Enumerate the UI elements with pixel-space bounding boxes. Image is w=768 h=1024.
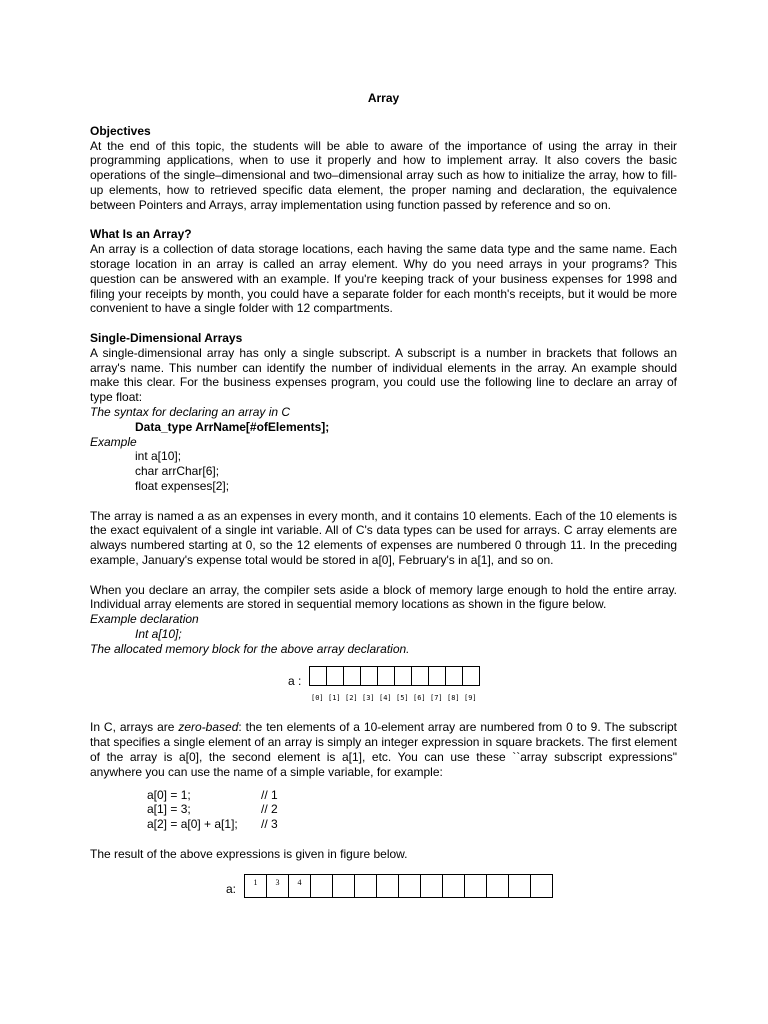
figure-array-label: a: <box>226 881 237 896</box>
objectives-paragraph: At the end of this topic, the students will be able to aware of the importance of using the array in their programming applications, when to use it properly and how to implement array. It also covers the basic operations of the single–dimensional and two–dimensional array such as how to initialize the array, how to fill-up elements, how to retrieved specific data element, the proper naming and declaration, the equivalence between Pointers and Arrays, array implementation using function passed by reference and so on. <box>90 138 677 212</box>
example-line: char arrChar[6]; <box>135 464 220 479</box>
array-index: [1] <box>328 694 341 703</box>
array-cell: 4 <box>289 874 311 898</box>
array-index: [4] <box>379 694 392 703</box>
syntax-label: The syntax for declaring an array in C <box>90 404 291 419</box>
array-cell <box>443 874 465 898</box>
array-cell: 3 <box>267 874 289 898</box>
result-label: The result of the above expressions is given in figure below. <box>90 846 408 861</box>
array-index: [6] <box>413 694 426 703</box>
array-cells <box>309 666 480 686</box>
array-cell <box>395 666 412 686</box>
example-declaration-label: Example declaration <box>90 612 199 627</box>
single-dimensional-paragraph: A single-dimensional array has only a single subscript. A subscript is a number in brackets that follows an array's name. This number can identify the number of individual elements in the array. An example should make this clear. For the business expenses program, you could use the following line to declare an array of type float: <box>90 345 677 405</box>
array-index-labels <box>311 691 481 706</box>
assignment-comment: // 1 <box>261 787 278 802</box>
array-cell <box>446 666 463 686</box>
example-declaration-code: Int a[10]; <box>135 626 182 641</box>
array-index: [7] <box>430 694 443 703</box>
what-is-array-paragraph: An array is a collection of data storage locations, each having the same data type and the same name. Each storage location in an array is called an array element. Why do you need arrays in your programs? This question can be answered with an example. If you're keeping track of your business expenses for 1998 and filing your receipts by month, you could have a separate folder for each month's receipts, but it would be more convenient to have a single folder with 12 compartments. <box>90 242 677 316</box>
array-cell <box>421 874 443 898</box>
example-line: int a[10]; <box>135 449 182 464</box>
array-cell <box>327 666 344 686</box>
array-cell <box>355 874 377 898</box>
zero-based-paragraph <box>90 720 677 779</box>
array-index: [0] <box>311 694 324 703</box>
assignment-row <box>147 817 677 832</box>
array-cell: 1 <box>245 874 267 898</box>
array-cell <box>463 666 480 686</box>
what-is-array-heading: What Is an Array? <box>90 227 192 242</box>
array-result-figure <box>90 874 677 904</box>
array-cell <box>509 874 531 898</box>
assignment-comment: // 3 <box>261 817 278 832</box>
assignment-row <box>147 788 677 803</box>
array-index: [8] <box>447 694 460 703</box>
array-cell <box>310 666 327 686</box>
array-result-cells <box>244 874 553 898</box>
assignment-examples <box>147 788 677 832</box>
single-dimensional-heading: Single-Dimensional Arrays <box>90 330 243 345</box>
zero-based-emphasis: zero-based <box>178 720 239 735</box>
array-cell <box>344 666 361 686</box>
objectives-heading: Objectives <box>90 123 151 138</box>
syntax-code: Data_type ArrName[#ofElements]; <box>135 419 330 434</box>
array-cell <box>531 874 553 898</box>
figure-array-label: a : <box>288 674 302 689</box>
zero-based-prefix: In C, arrays are <box>90 720 179 735</box>
document-page <box>90 91 677 904</box>
array-index: [3] <box>362 694 375 703</box>
assignment-row <box>147 802 677 817</box>
zero-based-suffix: : the ten elements of a 10-element array are numbered from 0 to 9. The subscript that specifies a single element of an array is simply an integer expression in square brackets. The first element of the array is a[0], the second element is a[1], etc. You can use these ``array subscript expressions" anywhere you can use the name of a simple variable, for example: <box>90 720 677 779</box>
assignment-code: a[0] = 1; <box>147 787 191 802</box>
array-cell <box>377 874 399 898</box>
array-cell <box>465 874 487 898</box>
array-cell <box>361 666 378 686</box>
array-named-paragraph: The array is named a as an expenses in every month, and it contains 10 elements. Each of the 10 elements is the exact equivalent of a single int variable. All of C's data types can be used for arrays. C array elements are always numbered starting at 0, so the 12 elements of expenses are numbered 0 through 11. In the preceding example, January's expense total would be stored in a[0], February's in a[1], and so on. <box>90 508 677 567</box>
array-cell <box>487 874 509 898</box>
array-cell <box>378 666 395 686</box>
example-line: float expenses[2]; <box>135 478 230 493</box>
array-cell <box>311 874 333 898</box>
memory-paragraph: When you declare an array, the compiler sets aside a block of memory large enough to hold the entire array. Individual array elements are stored in sequential memory locations as shown in the figure below. <box>90 582 677 612</box>
array-index: [5] <box>396 694 409 703</box>
allocated-label: The allocated memory block for the above array declaration. <box>90 641 410 656</box>
example-label: Example <box>90 434 137 449</box>
assignment-comment: // 2 <box>261 802 278 817</box>
array-index: [2] <box>345 694 358 703</box>
array-cell <box>333 874 355 898</box>
array-cell <box>412 666 429 686</box>
array-index: [9] <box>464 694 477 703</box>
array-cell <box>399 874 421 898</box>
assignment-code: a[1] = 3; <box>147 802 191 817</box>
array-memory-figure <box>90 662 677 720</box>
assignment-code: a[2] = a[0] + a[1]; <box>147 817 238 832</box>
array-cell <box>429 666 446 686</box>
document-title: Array <box>367 91 400 105</box>
